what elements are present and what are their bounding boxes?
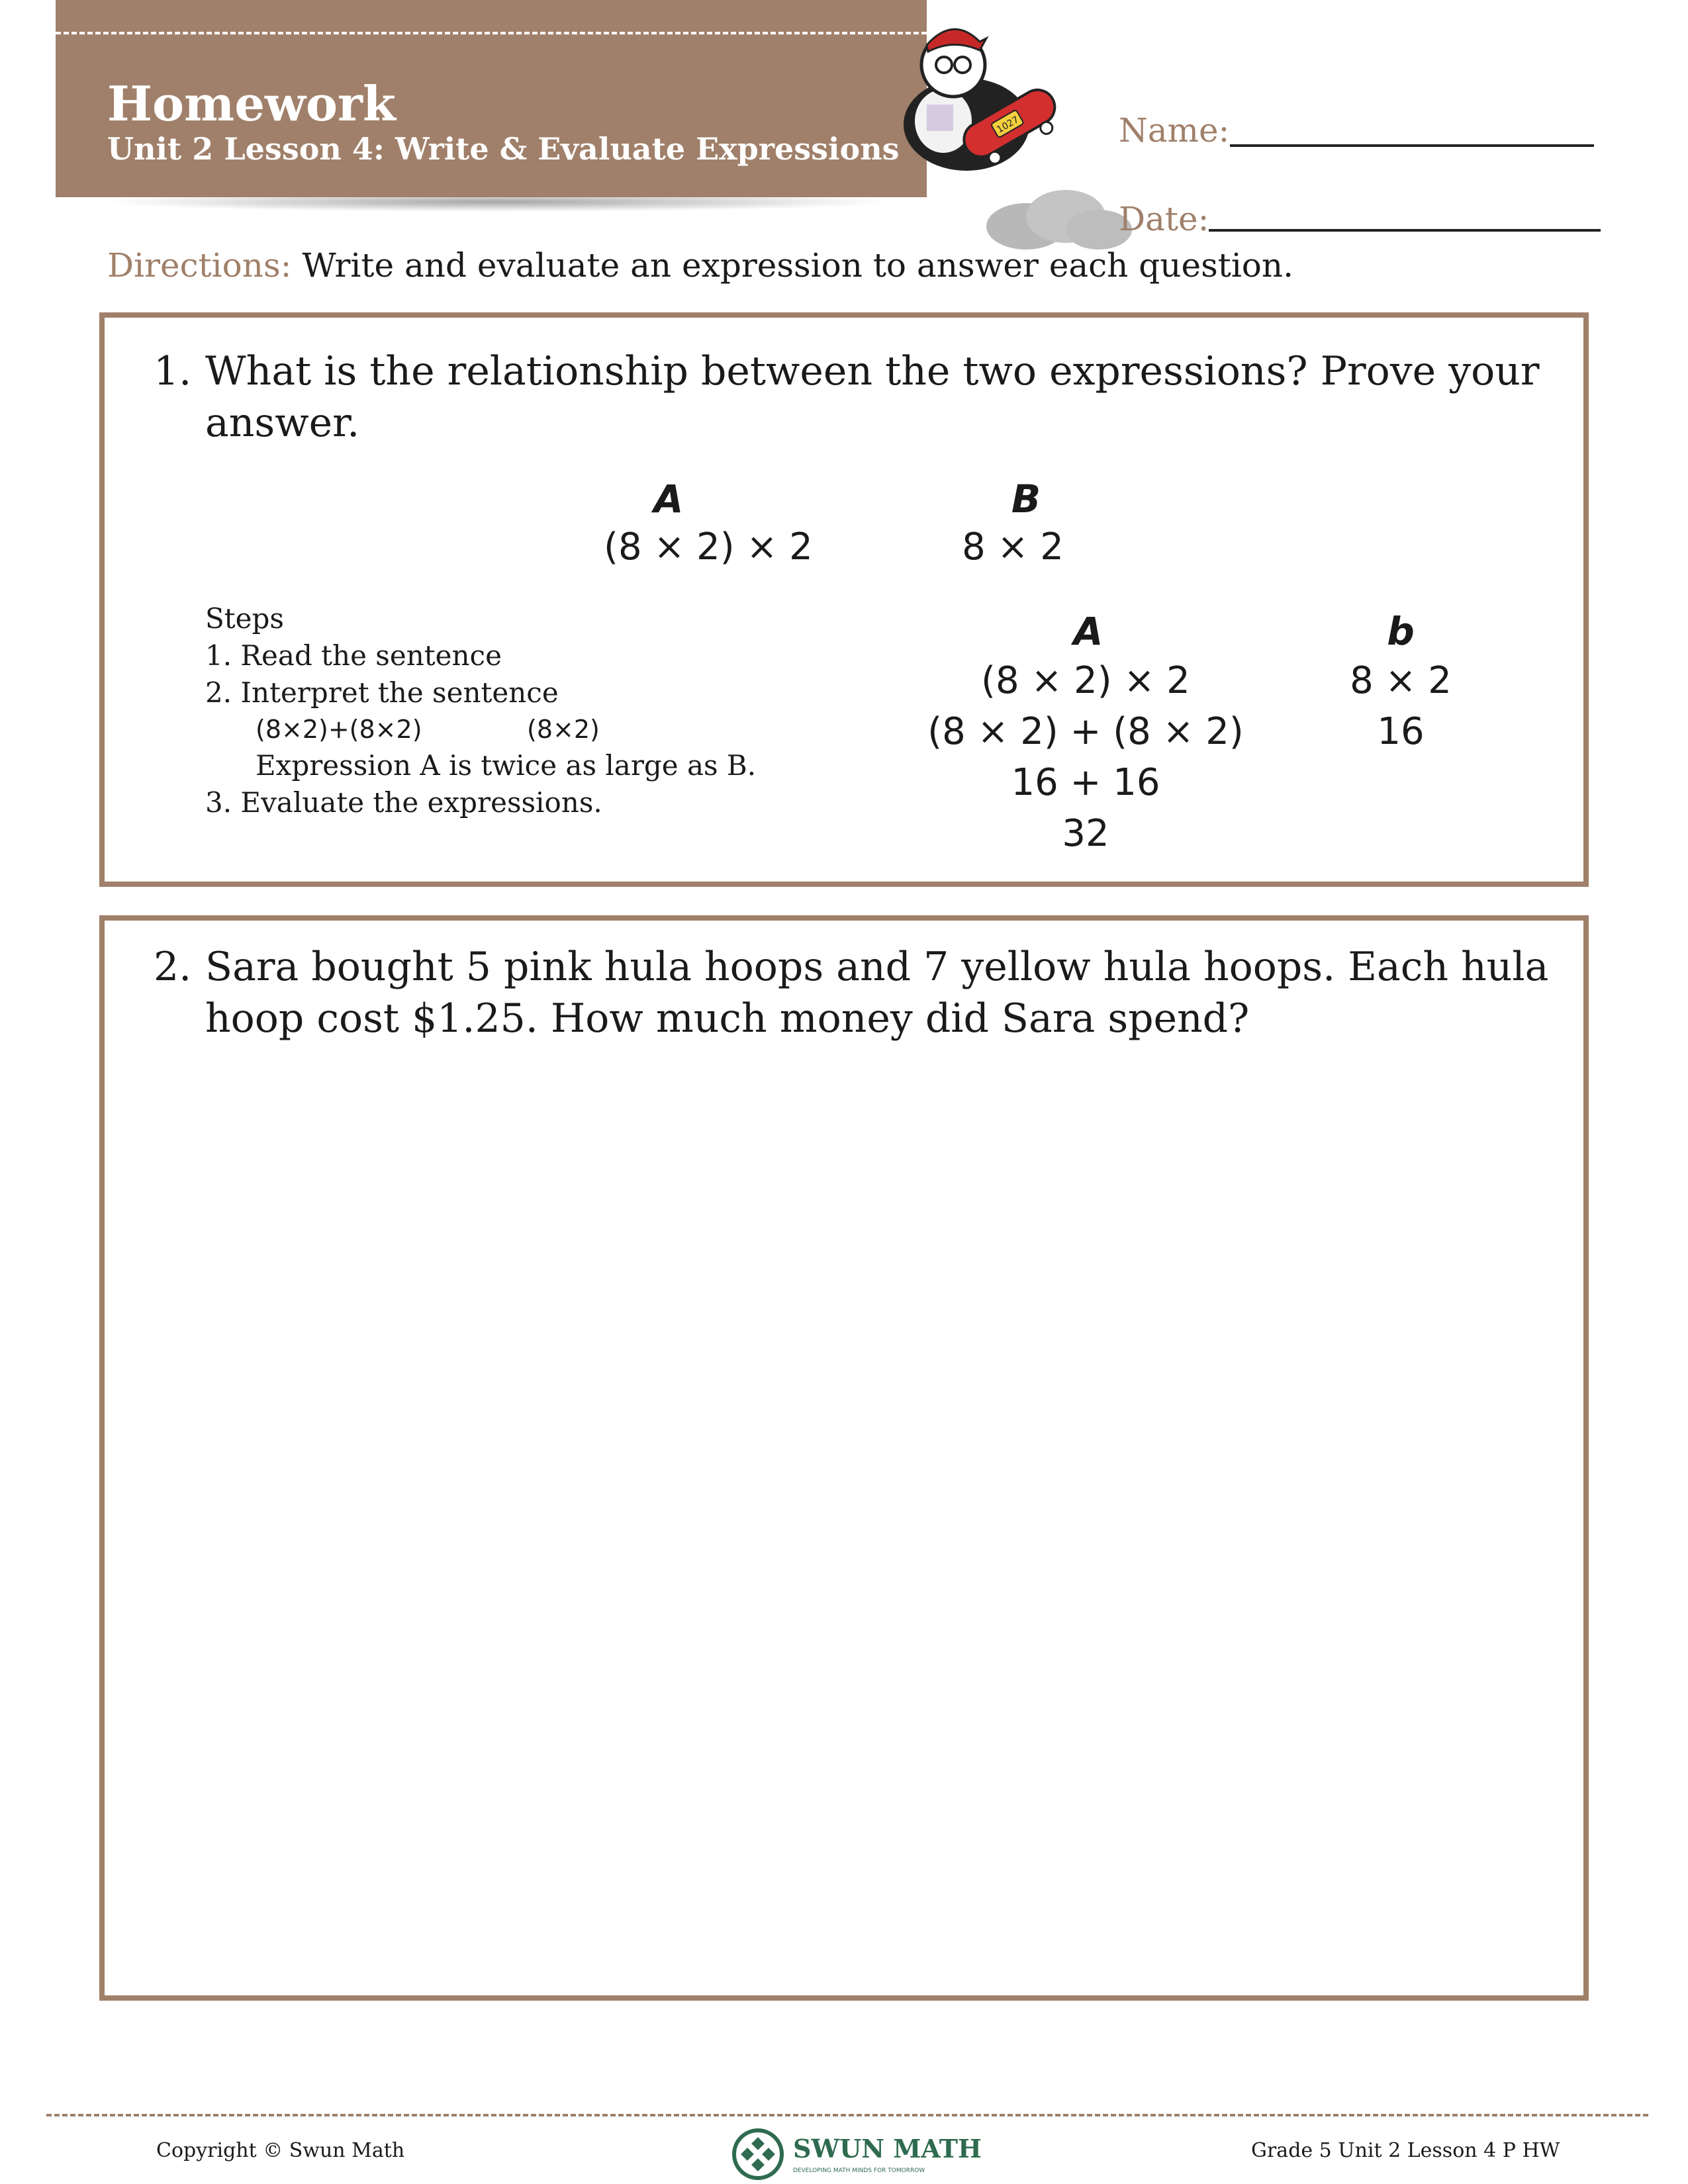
- question-2-number: 2.: [154, 944, 192, 990]
- question-1-line-2: answer.: [205, 400, 360, 446]
- work-a-label: A: [1073, 609, 1103, 654]
- skateboard-badge: 1027: [995, 114, 1021, 136]
- name-label: Name:: [1119, 111, 1230, 150]
- question-1-line-1: What is the relationship between the two expressions? Prove your: [205, 348, 1540, 394]
- expression-b-label: B: [1011, 477, 1041, 522]
- directions-label: Directions:: [107, 246, 292, 285]
- question-2-line-1: Sara bought 5 pink hula hoops and 7 yellow hula hoops. Each hula: [205, 944, 1549, 990]
- lesson-subtitle: Unit 2 Lesson 4: Write & Evaluate Expressions: [107, 131, 900, 167]
- header-dashed-line: [56, 32, 927, 34]
- directions-text: Write and evaluate an expression to answer each question.: [302, 246, 1294, 285]
- logo-tagline: DEVELOPING MATH MINDS FOR TOMORROW: [793, 2167, 925, 2174]
- work-a-line-2: (8 × 2) + (8 × 2): [927, 710, 1244, 753]
- expression-a: (8 × 2) × 2: [604, 525, 813, 569]
- question-1-number: 1.: [154, 348, 192, 394]
- interpretation-b: (8×2): [527, 715, 600, 744]
- work-a-line-1: (8 × 2) × 2: [981, 659, 1190, 702]
- question-2-line-2: hoop cost $1.25. How much money did Sara spend?: [205, 995, 1250, 1042]
- step-1: 1. Read the sentence: [205, 639, 502, 672]
- step-2: 2. Interpret the sentence: [205, 676, 559, 709]
- footer-dashed-line: [46, 2114, 1648, 2116]
- work-b-label: b: [1387, 609, 1415, 654]
- page-title: Homework: [107, 75, 396, 132]
- question-2-box[interactable]: [99, 915, 1589, 2001]
- expression-b: 8 × 2: [962, 525, 1064, 569]
- directions: [107, 246, 1293, 285]
- cloud-decoration: [980, 187, 1139, 253]
- swun-math-logo: [728, 2124, 993, 2184]
- copyright: Copyright © Swun Math: [156, 2139, 405, 2162]
- mascot-skateboard-illustration: [880, 12, 1059, 184]
- date-label: Date:: [1119, 200, 1209, 238]
- work-b-line-2: 16: [1377, 710, 1425, 753]
- work-a-line-4: 32: [1062, 812, 1109, 855]
- work-b-line-1: 8 × 2: [1350, 659, 1452, 702]
- steps-title: Steps: [205, 602, 284, 635]
- name-field[interactable]: [1230, 144, 1594, 147]
- interpretation-a: (8×2)+(8×2): [256, 715, 422, 744]
- logo-text: SWUN MATH: [793, 2134, 982, 2163]
- page-id: Grade 5 Unit 2 Lesson 4 P HW: [1251, 2139, 1560, 2162]
- interpretation-conclusion: Expression A is twice as large as B.: [256, 749, 757, 782]
- step-3: 3. Evaluate the expressions.: [205, 786, 602, 819]
- work-a-line-3: 16 + 16: [1011, 761, 1160, 804]
- expression-a-label: A: [653, 477, 684, 522]
- date-field[interactable]: [1209, 229, 1601, 232]
